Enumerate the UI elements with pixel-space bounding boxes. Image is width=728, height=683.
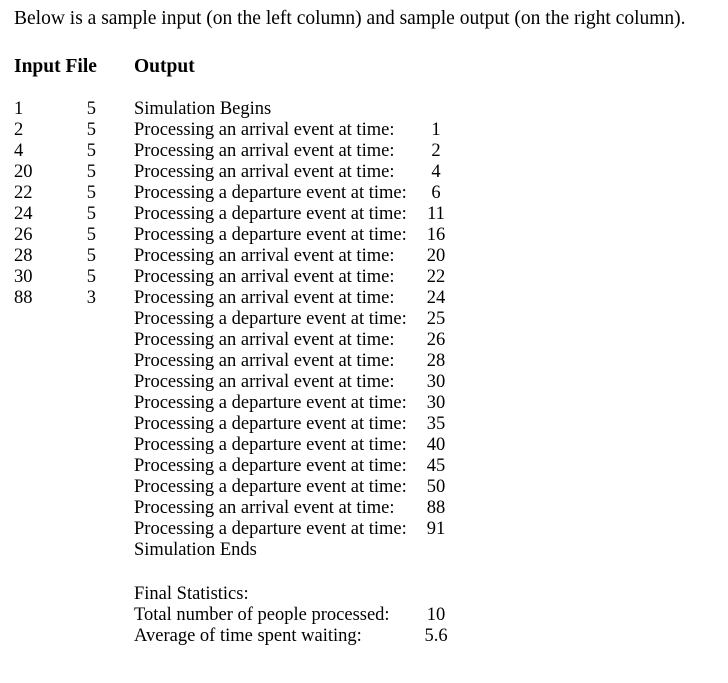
event-text: Processing an arrival event at time:: [134, 372, 395, 392]
input-arrival-value: 88: [14, 288, 33, 308]
total-processed-value: 10: [426, 605, 446, 625]
input-duration-value: 5: [86, 225, 96, 245]
event-time: 11: [427, 204, 445, 224]
simulation-ends-line: Simulation Ends: [134, 540, 257, 560]
event-time: 1: [431, 120, 441, 140]
event-time: 6: [431, 183, 441, 203]
output-time-column: [416, 99, 456, 540]
event-time: 30: [426, 372, 446, 392]
final-statistics-values: [416, 605, 456, 647]
input-arrival-value: 26: [14, 225, 33, 245]
event-text: Processing a departure event at time:: [134, 309, 407, 329]
event-text: Processing a departure event at time:: [134, 456, 407, 476]
event-text: Processing an arrival event at time:: [134, 267, 395, 287]
event-text: Processing an arrival event at time:: [134, 330, 395, 350]
event-text: Processing an arrival event at time:: [134, 162, 395, 182]
intro-text: Below is a sample input (on the left column) and sample output (on the right column).: [14, 8, 686, 29]
input-arrival-value: 20: [14, 162, 33, 182]
event-text: Processing an arrival event at time:: [134, 120, 395, 140]
input-duration-value: 5: [86, 141, 96, 161]
simulation-begins-line: Simulation Begins: [134, 99, 272, 119]
input-duration-value: 5: [86, 267, 96, 287]
average-wait-label: Average of time spent waiting:: [134, 626, 362, 646]
event-text: Processing a departure event at time:: [134, 477, 407, 497]
event-text: Processing an arrival event at time:: [134, 288, 395, 308]
input-file-heading: Input File: [14, 56, 97, 77]
event-text: Processing an arrival event at time:: [134, 498, 395, 518]
total-processed-label: Total number of people processed:: [134, 605, 390, 625]
event-time: 26: [426, 330, 446, 350]
input-column-duration: [66, 99, 96, 309]
input-duration-value: 5: [86, 162, 96, 182]
input-arrival-value: 28: [14, 246, 33, 266]
input-arrival-value: 30: [14, 267, 33, 287]
event-text: Processing a departure event at time:: [134, 225, 407, 245]
event-time: 91: [426, 519, 446, 539]
event-text: Processing an arrival event at time:: [134, 141, 395, 161]
event-time: 40: [426, 435, 446, 455]
event-text: Processing a departure event at time:: [134, 183, 407, 203]
average-wait-value: 5.6: [424, 626, 448, 646]
event-time: 22: [426, 267, 446, 287]
event-lines: [134, 120, 424, 540]
event-text: Processing a departure event at time:: [134, 204, 407, 224]
event-time: 45: [426, 456, 446, 476]
event-time: 88: [426, 498, 446, 518]
input-duration-value: 5: [86, 183, 96, 203]
event-time: 16: [426, 225, 446, 245]
event-time: 2: [431, 141, 441, 161]
output-event-text-column: [134, 99, 424, 561]
event-text: Processing a departure event at time:: [134, 435, 407, 455]
input-duration-value: 5: [86, 246, 96, 266]
event-text: Processing an arrival event at time:: [134, 351, 395, 371]
input-arrival-value: 24: [14, 204, 33, 224]
event-time: 30: [426, 393, 446, 413]
event-text: Processing a departure event at time:: [134, 414, 407, 434]
input-duration-value: 5: [86, 99, 96, 119]
event-time: 4: [431, 162, 441, 182]
input-duration-value: 5: [86, 204, 96, 224]
time-spacer: [416, 99, 456, 120]
input-arrival-value: 1: [14, 99, 24, 119]
output-heading: Output: [134, 56, 195, 77]
event-text: Processing a departure event at time:: [134, 393, 407, 413]
event-text: Processing a departure event at time:: [134, 519, 407, 539]
input-duration-value: 5: [86, 120, 96, 140]
stats-title: Final Statistics:: [134, 584, 249, 604]
input-arrival-value: 4: [14, 141, 24, 161]
input-column-arrival: [14, 99, 54, 309]
event-time: 20: [426, 246, 446, 266]
event-time: 50: [426, 477, 446, 497]
event-time: 28: [426, 351, 446, 371]
input-arrival-value: 22: [14, 183, 33, 203]
event-time: 35: [426, 414, 446, 434]
input-arrival-value: 2: [14, 120, 24, 140]
event-time: 24: [426, 288, 446, 308]
event-text: Processing an arrival event at time:: [134, 246, 395, 266]
final-statistics: [134, 584, 390, 647]
event-time: 25: [426, 309, 446, 329]
input-duration-value: 3: [86, 288, 96, 308]
time-lines: [416, 120, 456, 540]
